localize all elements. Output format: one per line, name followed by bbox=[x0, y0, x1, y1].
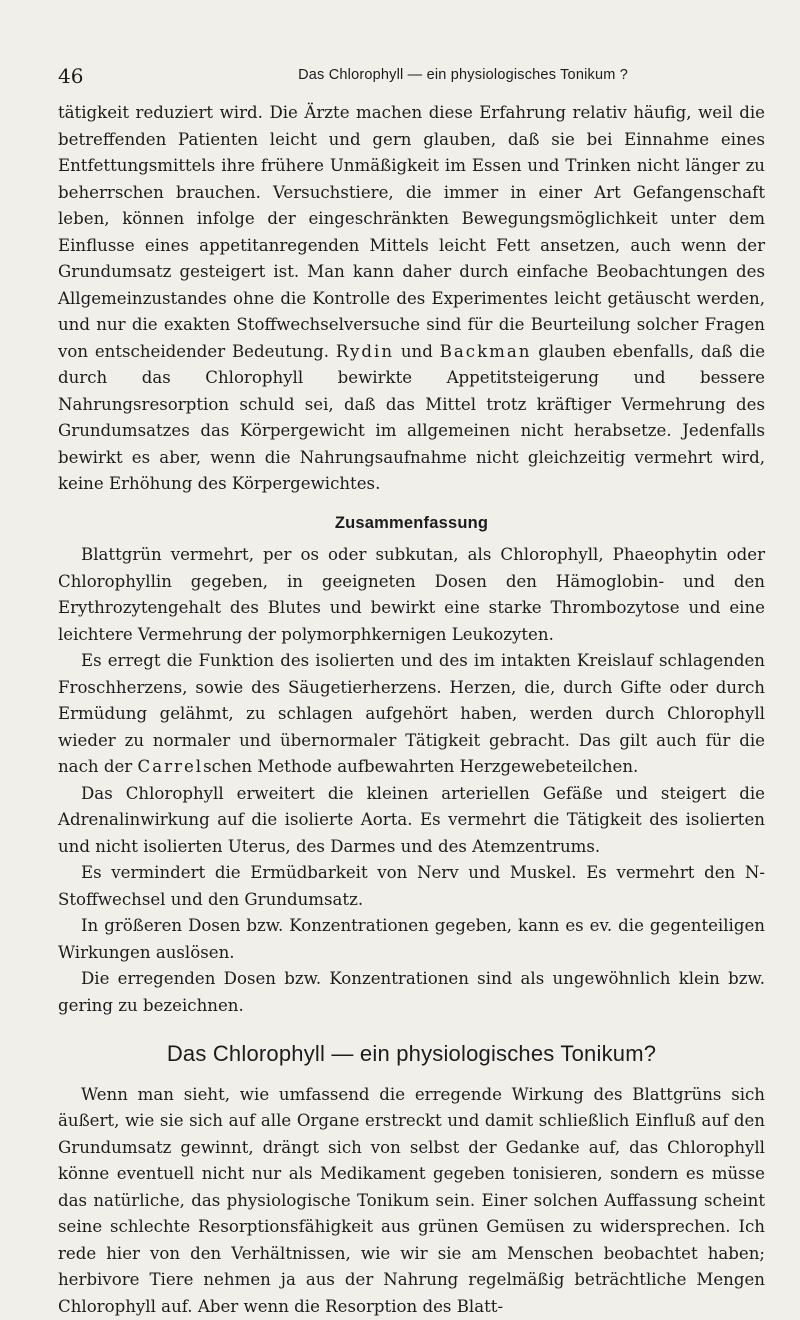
summary-text: schen Methode aufbewahrten Herzgewebeteilchen. bbox=[203, 757, 638, 776]
running-head bbox=[58, 64, 628, 94]
section-heading: Das Chlorophyll — ein physiologisches Tonikum? bbox=[58, 1041, 765, 1068]
author-name: Rydin bbox=[336, 342, 394, 361]
summary-paragraph: Blattgrün vermehrt, per os oder subkutan, als Chlorophyll, Phaeophytin oder Chlorophyllin gegeben, in geeigneten Dosen den Hämoglobin- und den Erythrozytengehalt des Blutes und bewirkt eine starke Thrombozytose und eine leichtere Vermehrung der polymorphkernigen Leukozyten. bbox=[58, 542, 765, 648]
running-title: Das Chlorophyll — ein physiologisches Tonikum ? bbox=[58, 67, 628, 83]
intro-text-a: tätigkeit reduziert wird. Die Ärzte machen diese Erfahrung relativ häufig, weil die betreffenden Patienten leicht und gern glauben, daß sie bei Einnahme eines Entfettungsmittels ihre frühere Unmäßigkeit im Essen und Trinken nicht länger zu beherrschen brauchen. Versuchstiere, die immer in einer Art Gefangenschaft leben, können infolge der eingeschränkten Bewegungsmöglichkeit unter dem Einflusse eines appetitanregenden Mittels leicht Fett ansetzen, auch wenn der Grundumsatz gesteigert ist. Man kann daher durch einfache Beobachtungen des Allgemeinzustandes ohne die Kontrolle des Experimentes leicht getäuscht werden, und nur die exakten Stoffwechselversuche sind für die Beurteilung solcher Fragen von entscheidender Bedeutung. bbox=[58, 103, 765, 361]
intro-text-c: glauben ebenfalls, daß die durch das Chlorophyll bewirkte Appetitsteigerung und bessere Nahrungsresorption schuld sei, daß das Mittel trotz kräftiger Vermehrung des Grundumsatzes das Körpergewicht im allgemeinen nicht herabsetze. Jedenfalls bewirkt es aber, wenn die Nahrungsaufnahme nicht gleichzeitig vermehrt wird, keine Erhöhung des Körpergewichtes. bbox=[58, 342, 765, 494]
intro-text-b: und bbox=[401, 342, 433, 361]
author-name: Carrel bbox=[138, 757, 204, 776]
summary-paragraph: Es vermindert die Ermüdbarkeit von Nerv und Muskel. Es vermehrt den N-Stoffwechsel und den Grundumsatz. bbox=[58, 860, 765, 913]
summary-paragraph: Die erregenden Dosen bzw. Konzentrationen sind als ungewöhnlich klein bzw. gering zu bezeichnen. bbox=[58, 966, 765, 1019]
summary-paragraph: Das Chlorophyll erweitert die kleinen arteriellen Gefäße und steigert die Adrenalinwirkung auf die isolierte Aorta. Es vermehrt die Tätigkeit des isolierten und nicht isolierten Uterus, des Darmes und des Atemzentrums. bbox=[58, 781, 765, 861]
summary-paragraph: In größeren Dosen bzw. Konzentrationen gegeben, kann es ev. die gegenteiligen Wirkungen auslösen. bbox=[58, 913, 765, 966]
page-number: 46 bbox=[58, 64, 83, 88]
summary-text: Es erregt die Funktion des isolierten und des im intakten Kreislauf schlagenden Froschherzens, sowie des Säugetierherzens. Herzen, die, durch Gifte oder durch Ermüdung gelähmt, zu schlagen aufgehört haben, werden durch Chlorophyll wieder zu normaler und übernormaler Tätigkeit gebracht. Das gilt auch für die nach der bbox=[58, 651, 765, 776]
body-text bbox=[58, 100, 765, 1320]
summary-heading: Zusammenfassung bbox=[58, 510, 765, 537]
summary-paragraph bbox=[58, 648, 765, 781]
section-paragraph: Wenn man sieht, wie umfassend die erregende Wirkung des Blattgrüns sich äußert, wie sie sich auf alle Organe erstreckt und damit schließlich Einfluß auf den Grundumsatz gewinnt, drängt sich von selbst der Gedanke auf, das Chlorophyll könne eventuell nicht nur als Medikament gegeben tonisieren, sondern es müsse das natürliche, das physiologische Tonikum sein. Einer solchen Auffassung scheint seine schlechte Resorptionsfähigkeit aus grünen Gemüsen zu widersprechen. Ich rede hier von den Verhältnissen, wie wir sie am Menschen beobachtet haben; herbivore Tiere nehmen ja aus der Nahrung regelmäßig beträchtliche Mengen Chlorophyll auf. Aber wenn die Resorption des Blatt- bbox=[58, 1082, 765, 1320]
intro-paragraph bbox=[58, 100, 765, 498]
author-name: Backman bbox=[440, 342, 532, 361]
